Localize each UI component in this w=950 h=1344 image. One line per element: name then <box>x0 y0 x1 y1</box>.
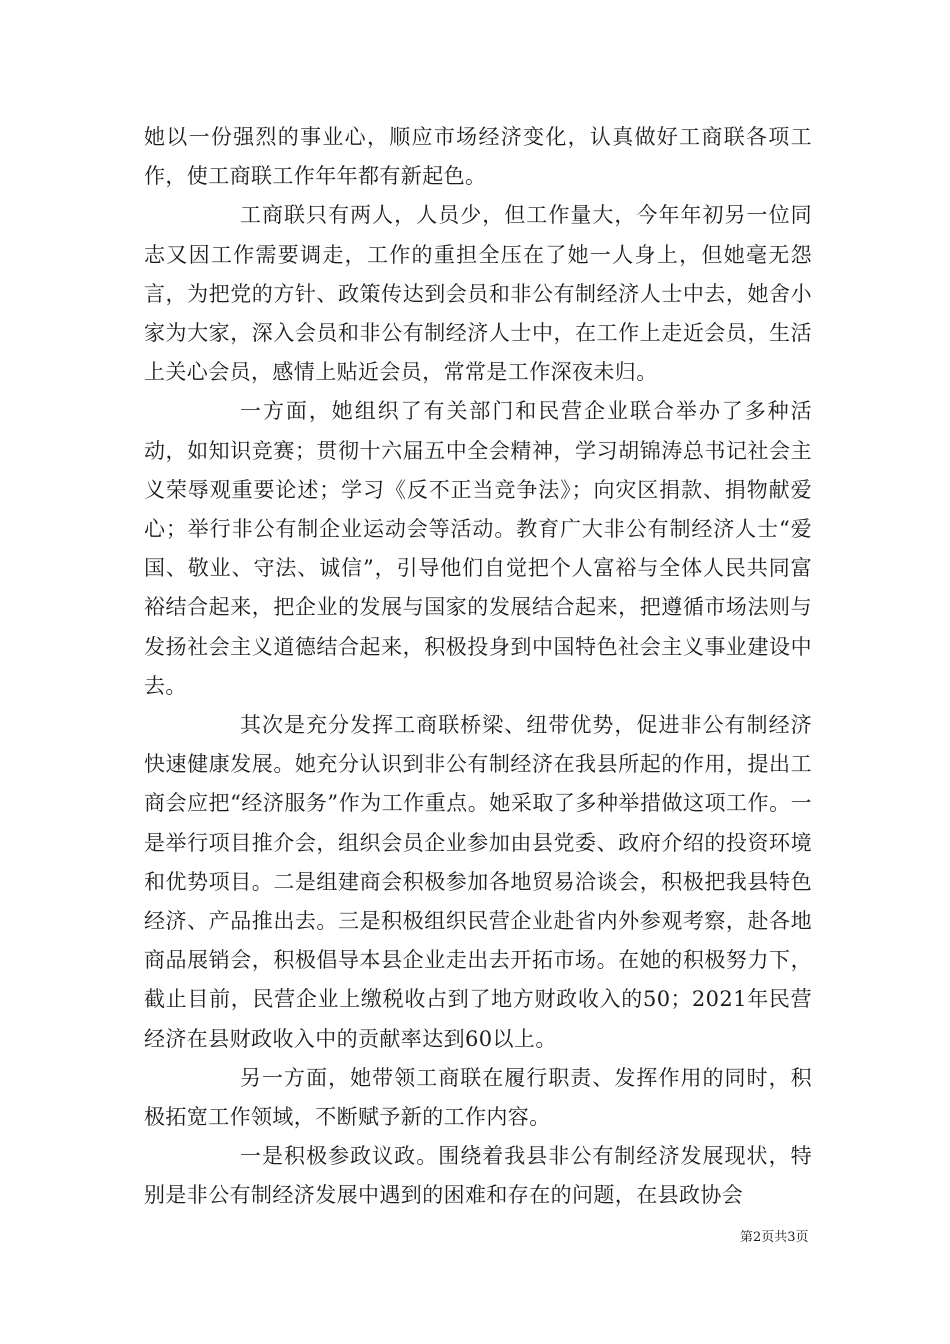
page-number: 第2页共3页 <box>740 1230 809 1245</box>
paragraph-continuation: 她以一份强烈的事业心，顺应市场经济变化，认真做好工商联各项工作，使工商联工作年年都有新起色。 <box>144 125 812 189</box>
paragraph-expand-work: 另一方面，她带领工商联在履行职责、发挥作用的同时，积极拓宽工作领域，不断赋予新的工作内容。 <box>144 1065 812 1130</box>
paragraph-staff-workload: 工商联只有两人，人员少，但工作量大，今年年初另一位同志又因工作需要调走，工作的重担全压在了她一人身上，但她毫无怨言，为把党的方针、政策传达到会员和非公有制经济人士中去，她舍小家为大家，深入会员和非公有制经济人士中，在工作上走近会员，生活上关心会员，感情上贴近会员，常常是工作深夜未归。 <box>144 203 812 385</box>
paragraph-economic-service: 其次是充分发挥工商联桥梁、纽带优势，促进非公有制经济快速健康发展。她充分认识到非公有制经济在我县所起的作用，提出工商会应把“经济服务”作为工作重点。她采取了多种举措做这项工作。一是举行项目推介会，组织会员企业参加由县党委、政府介绍的投资环境和优势项目。二是组建商会积极参加各地贸易洽谈会，积极把我县特色经济、产品推出去。三是积极组织民营企业赴省内外参观考察，赴各地商品展销会，积极倡导本县企业走出去开拓市场。在她的积极努力下，截止目前，民营企业上缴税收占到了地方财政收入的50；2021年民营经济在县财政收入中的贡献率达到60以上。 <box>144 713 812 1051</box>
paragraph-participation: 一是积极参政议政。围绕着我县非公有制经济发展现状，特别是非公有制经济发展中遇到的困难和存在的问题，在县政协会 <box>144 1144 812 1208</box>
paragraph-activities: 一方面，她组织了有关部门和民营企业联合举办了多种活动，如知识竞赛；贯彻十六届五中全会精神，学习胡锦涛总书记社会主义荣辱观重要论述；学习《反不正当竞争法》；向灾区捐款、捐物献爱心；举行非公有制企业运动会等活动。教育广大非公有制经济人士“爱国、敬业、守法、诚信”，引导他们自觉把个人富裕与全体人民共同富裕结合起来，把企业的发展与国家的发展结合起来，把遵循市场法则与发扬社会主义道德结合起来，积极投身到中国特色社会主义事业建设中去。 <box>144 399 812 698</box>
document-body <box>144 118 812 1216</box>
